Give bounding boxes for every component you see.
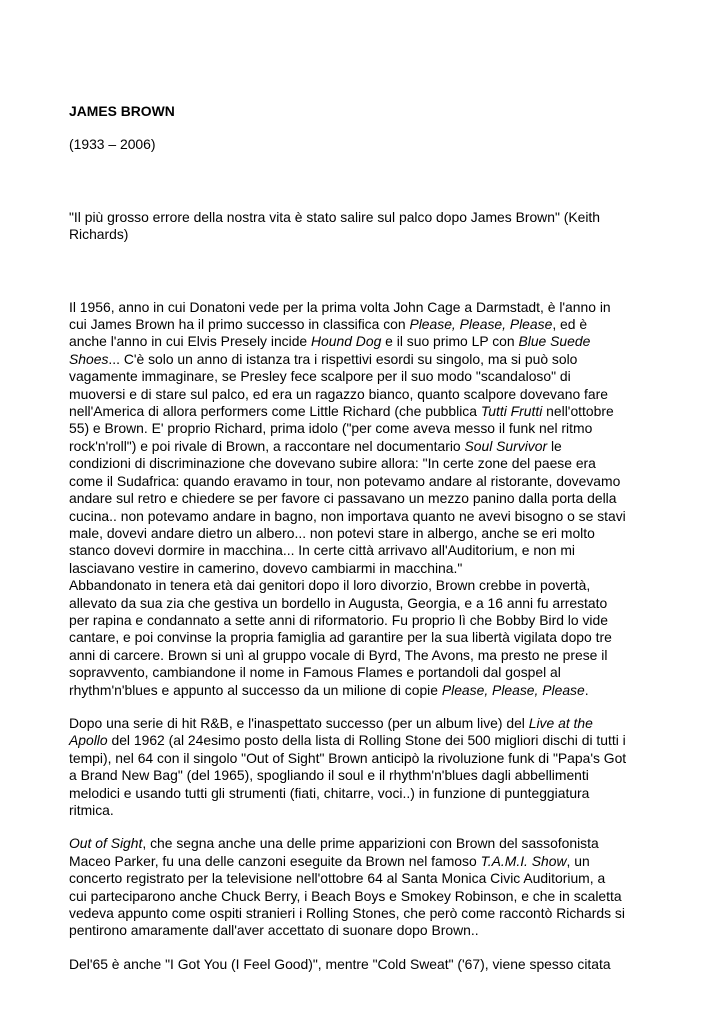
text-line: tempi), nel 64 con il singolo "Out of Sight" Brown anticipò la rivoluzione funk di "Papa's Got: [69, 749, 627, 766]
text-line: cui parteciparono anche Chuck Berry, i Beach Boys e Smokey Robinson, e che in scaletta: [69, 887, 622, 904]
text-line: [69, 853, 669, 870]
text-line: concerto registrato per la televisione nell'ottobre 64 al Santa Monica Civic Auditorium, a: [69, 870, 606, 887]
text-run: , che segna anche una delle prime apparizioni con Brown del sassofonista: [142, 835, 599, 852]
text-line: allevato da sua zia che gestiva un bordello in Augusta, Georgia, e a 16 anni fu arrestato: [69, 594, 608, 611]
text-line: come il Sudafrica: quando eravamo in tour, non potevamo andare al ristorante, dovevamo: [69, 472, 621, 489]
life-dates: (1933 – 2006): [69, 136, 156, 153]
text-line: anni di carcere. Brown si unì al gruppo vocale di Byrd, The Avons, ma presto ne prese il: [69, 646, 608, 663]
text-line: [69, 351, 669, 368]
text-line: muoversi e di stare sul palco, ed era un ragazzo bianco, quanto scalpore dovevano fare: [69, 385, 608, 402]
text-run: nell'ottobre: [542, 403, 614, 420]
text-line: [69, 715, 669, 732]
text-run: , ed è: [552, 316, 588, 333]
document-page: [69, 103, 669, 973]
text-line: Il 1956, anno in cui Donatoni vede per la prima volta John Cage a Darmstadt, è l'anno in: [69, 298, 611, 315]
text-run: del 1962 (al 24esimo posto della lista di Rolling Stone dei 500 migliori dischi di tutti i: [107, 732, 626, 749]
song-title: Tutti Frutti: [480, 403, 543, 420]
document-title: JAMES BROWN: [69, 103, 175, 119]
quote-line: Richards): [69, 226, 129, 243]
text-run: , un: [566, 852, 590, 869]
show-title: T.A.M.I. Show: [480, 852, 567, 869]
text-line: sopravvento, cambiandone il nome in Famous Flames e portandoli dal gospel al: [69, 664, 561, 681]
documentary-title: Soul Survivor: [464, 437, 548, 454]
opening-quote: [69, 209, 669, 244]
text-line: [69, 732, 669, 749]
text-run: .: [584, 681, 589, 698]
text-run: rock'n'roll") e poi rivale di Brown, a raccontare nel documentario: [69, 437, 465, 454]
text-line: ritmica.: [69, 802, 114, 818]
text-line: Abbandonato in tenera età dai genitori dopo il loro divorzio, Brown crebbe in povertà,: [69, 577, 591, 594]
text-line: condizioni di discriminazione che dovevano subire allora: "In certe zone del paese era: [69, 455, 596, 472]
text-run: cui James Brown ha il primo successo in classifica con: [69, 316, 410, 333]
text-line: [69, 316, 669, 333]
text-line: [69, 835, 669, 852]
paragraph-5: [69, 956, 669, 973]
text-line: vedeva appunto come ospiti stranieri i Rolling Stones, che però come raccontò Richards si: [69, 905, 625, 922]
text-line: Del'65 è anche "I Got You (I Feel Good)", mentre "Cold Sweat" ('67), viene spesso citata: [69, 955, 611, 972]
text-line: [69, 682, 669, 699]
quote-line: "Il più grosso errore della nostra vita è stato salire sul palco dopo James Brown" (Keith: [69, 208, 601, 225]
paragraph-2: [69, 577, 669, 699]
text-line: per rapina e condannato a sette anni di riformatorio. Fu proprio lì che Bobby Bird lo vide: [69, 611, 608, 628]
album-title: Live at the: [528, 714, 593, 731]
song-title: Out of Sight: [69, 835, 143, 852]
text-line: a Brand New Bag" (del 1965), spogliando il soul e il rhythm'n'blues dagli abbellimenti: [69, 767, 589, 784]
text-line: pentirono amaramente dall'aver accettato di suonare dopo Brown..: [69, 922, 479, 939]
text-line: lasciavano vestire in camerino, dovevo cambiarmi in macchina.": [69, 559, 463, 576]
text-line: stanco dovevi dormire in macchina... In certe città arrivavo all'Auditorium, e non mi: [69, 542, 576, 559]
text-line: vagamente immaginare, se Presley fece scalpore per il suo modo "scandaloso" di: [69, 368, 571, 385]
song-title: Please, Please, Please: [441, 681, 585, 698]
text-line: [69, 333, 669, 350]
text-line: andare sul retro e chiedere se per favore ci passavano un mezzo panino dalla porta della: [69, 490, 617, 507]
album-title: Apollo: [69, 732, 108, 749]
song-title: Please, Please, Please: [409, 316, 553, 333]
album-title: Shoes: [69, 350, 109, 367]
text-run: e il suo primo LP con: [381, 333, 519, 350]
text-run: le: [547, 437, 562, 454]
text-run: Maceo Parker, fu una delle canzoni eseguite da Brown nel famoso: [69, 852, 481, 869]
text-run: nell'America di allora performers come Little Richard (che pubblica: [69, 403, 481, 420]
text-line: male, dovevi andare dietro un albero... non potevi stare in albergo, anche se eri molto: [69, 524, 595, 541]
paragraph-4: [69, 835, 669, 939]
album-title: Blue Suede: [518, 333, 591, 350]
paragraph-1: [69, 299, 669, 578]
text-line: cantare, e poi convinse la propria famiglia ad garantire per la sua libertà vigilata dopo tre: [69, 629, 612, 646]
text-run: anche l'anno in cui Elvis Presely incide: [69, 333, 312, 350]
text-line: [69, 438, 669, 455]
paragraph-3: [69, 715, 669, 819]
text-line: 55) e Brown. E' proprio Richard, prima idolo ("per come aveva messo il funk nel ritmo: [69, 420, 593, 437]
text-run: Dopo una serie di hit R&B, e l'inaspettato successo (per un album live) del: [69, 714, 529, 731]
text-line: cucina.. non potevamo andare in bagno, non importava quanto ne avevi bisogno o se stavi: [69, 507, 626, 524]
song-title: Hound Dog: [311, 333, 382, 350]
text-run: ... C'è solo un anno di istanza tra i rispettivi esordi su singolo, ma si può solo: [108, 350, 578, 367]
text-line: [69, 403, 669, 420]
text-line: melodici e usando tutti gli strumenti (fiati, chitarre, voci..) in funzione di punteggiatura: [69, 784, 590, 801]
text-run: rhythm'n'blues e appunto al successo da un milione di copie: [69, 681, 442, 698]
